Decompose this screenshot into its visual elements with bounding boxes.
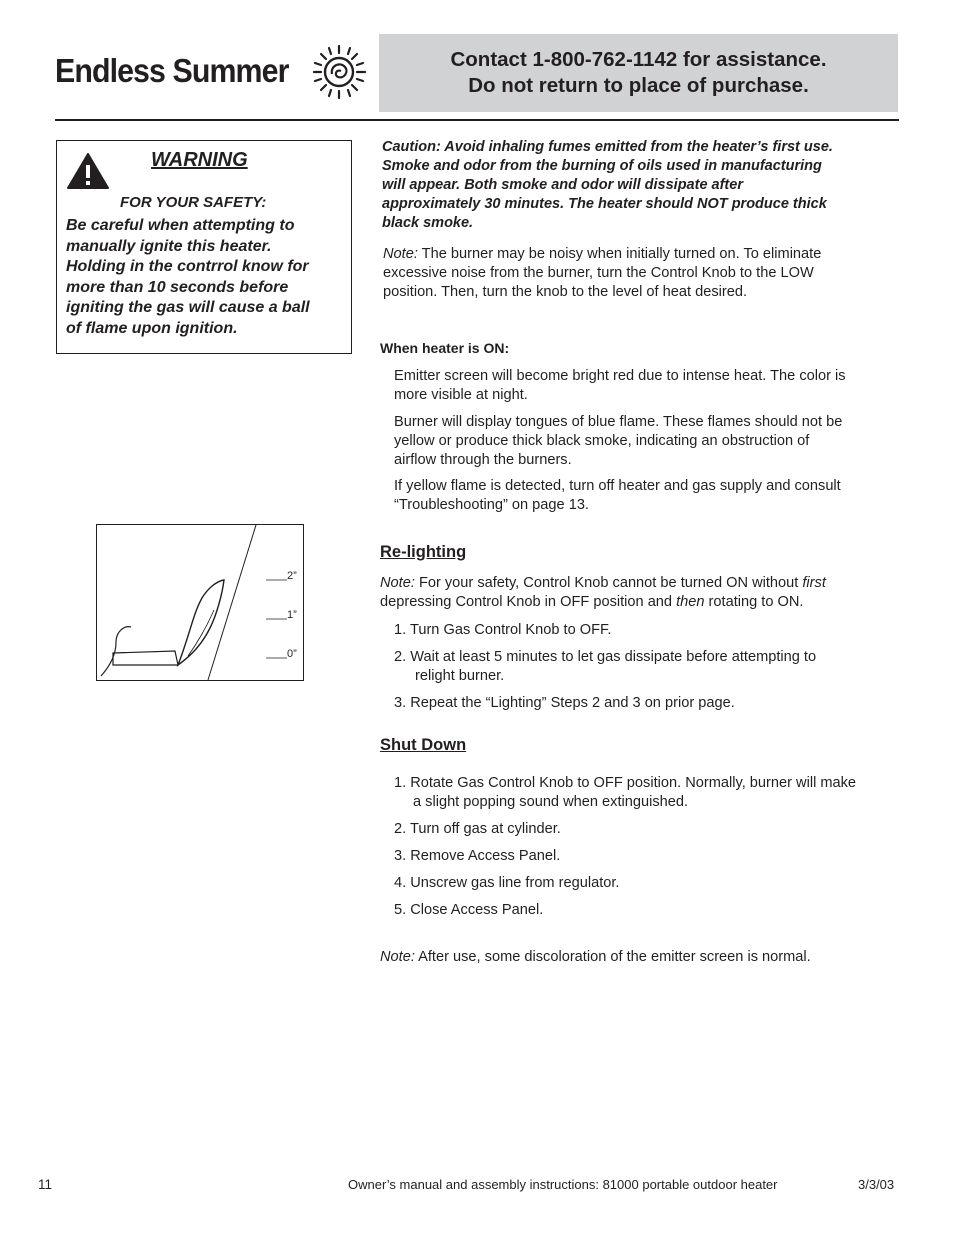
flame-height-diagram (96, 524, 304, 681)
relight-step-1: 1. Turn Gas Control Knob to OFF. (394, 622, 612, 638)
contact-line-1: Contact 1-800-762-1142 for assistance. (450, 48, 827, 71)
step-line: 2. Wait at least 5 minutes to let gas dissipate before attempting to (394, 649, 817, 665)
note-text: depressing Control Knob in OFF position and (380, 594, 677, 610)
warning-line: more than 10 seconds before (66, 278, 289, 296)
note-text: position. Then, turn the knob to the level of heat desired. (383, 284, 748, 300)
contact-line-2: Do not return to place of purchase. (468, 74, 809, 97)
step-line: a slight popping sound when extinguished. (413, 794, 689, 810)
burner-pipe (101, 627, 131, 676)
warning-text (66, 216, 346, 340)
step-line: relight burner. (415, 668, 505, 684)
warning-title: WARNING (151, 149, 248, 171)
header-divider (55, 119, 899, 121)
note-text: The burner may be noisy when initially turned on. To eliminate (417, 246, 822, 262)
relight-step-3: 3. Repeat the “Lighting” Steps 2 and 3 on prior page. (394, 695, 735, 711)
warning-line: Be careful when attempting to (66, 217, 295, 234)
step-line: 1. Rotate Gas Control Knob to OFF position. Normally, burner will make (394, 775, 857, 791)
yellow-flame-paragraph (394, 477, 899, 515)
contact-banner (379, 34, 898, 112)
warning-safety-heading: FOR YOUR SAFETY: (120, 194, 267, 211)
brand-logo-text: Endless Summer (55, 52, 289, 89)
flame-paragraph (394, 413, 899, 470)
shutdown-step-3: 3. Remove Access Panel. (394, 848, 561, 864)
emitter-paragraph (394, 367, 899, 405)
note-text: After use, some discoloration of the emitter screen is normal. (414, 949, 811, 965)
note-label: Note: (383, 246, 418, 262)
caution-line: Smoke and odor from the burning of oils used in manufacturing (382, 158, 822, 174)
note-emphasis: first (802, 575, 826, 591)
shutdown-step-4: 4. Unscrew gas line from regulator. (394, 875, 620, 891)
warning-line: Holding in the contrrol know for (66, 258, 309, 276)
paragraph-line: “Troubleshooting” on page 13. (394, 497, 589, 513)
caution-line: Caution: Avoid inhaling fumes emitted from the heater’s first use. (382, 139, 833, 155)
emitter-screen-line (208, 525, 256, 680)
page-number: 11 (38, 1177, 53, 1192)
caution-text (382, 138, 902, 233)
caution-line: approximately 30 minutes. The heater should NOT produce thick (382, 196, 827, 212)
paragraph-line: more visible at night. (394, 387, 528, 403)
caution-line: will appear. Both smoke and odor will dissipate after (382, 177, 743, 193)
discoloration-note (380, 948, 900, 967)
note-label: Note: (380, 575, 415, 591)
paragraph-line: yellow or produce thick black smoke, indicating an obstruction of (394, 433, 810, 449)
shutdown-step-5: 5. Close Access Panel. (394, 902, 544, 918)
warning-line: manually ignite this heater. (66, 237, 272, 255)
height-label: 1” (287, 609, 297, 621)
relighting-heading: Re-lighting (380, 543, 467, 561)
shutdown-heading: Shut Down (380, 736, 467, 754)
warning-triangle-icon (66, 152, 110, 190)
shutdown-step-1 (394, 774, 899, 812)
burner-noise-note (383, 245, 893, 302)
flame-inner (188, 610, 214, 656)
relight-step-2 (394, 648, 889, 686)
note-emphasis: then (676, 594, 705, 610)
height-label: 0” (287, 648, 297, 660)
note-text: For your safety, Control Knob cannot be turned ON without (414, 575, 803, 591)
caution-line: black smoke. (382, 215, 474, 231)
warning-line: of flame upon ignition. (66, 319, 238, 337)
when-on-heading: When heater is ON: (380, 340, 510, 356)
footer-title: Owner’s manual and assembly instructions: 81000 portable outdoor heater (348, 1177, 778, 1192)
paragraph-line: Emitter screen will become bright red due to intense heat. The color is (394, 368, 846, 384)
footer-date: 3/3/03 (858, 1177, 895, 1192)
note-text: excessive noise from the burner, turn the Control Knob to the LOW (383, 265, 814, 281)
note-text: rotating to ON. (704, 594, 804, 610)
shutdown-step-2: 2. Turn off gas at cylinder. (394, 821, 561, 837)
warning-line: igniting the gas will cause a ball (66, 299, 310, 317)
height-label: 2” (287, 570, 297, 582)
paragraph-line: Burner will display tongues of blue flame. These flames should not be (394, 414, 843, 430)
paragraph-line: airflow through the burners. (394, 452, 572, 468)
relighting-note (380, 574, 895, 612)
paragraph-line: If yellow flame is detected, turn off heater and gas supply and consult (394, 478, 841, 494)
burner-block (113, 651, 178, 665)
sun-logo-icon (310, 44, 368, 100)
note-label: Note: (380, 949, 415, 965)
